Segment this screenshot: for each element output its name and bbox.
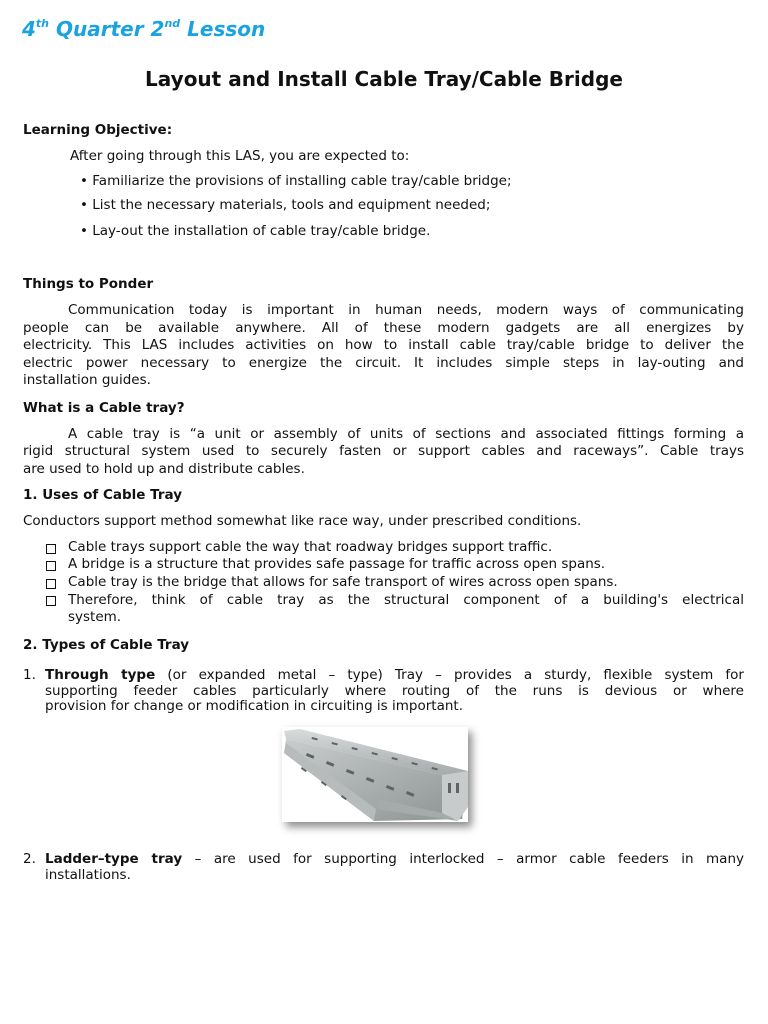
lesson-suffix: nd (164, 17, 181, 30)
what-line: A cable tray is “a unit or assembly of units of sections and associated fittings forming a (68, 426, 744, 442)
what-line: are used to hold up and distribute cables. (23, 461, 305, 477)
ponder-heading: Things to Ponder (23, 276, 154, 292)
ponder-line: electricity. This LAS includes activities on how to install cable tray/cable bridge to deliver the (23, 337, 744, 353)
quarter-suffix: th (35, 17, 50, 30)
ponder-line: Communication today is important in human needs, modern ways of communicating (68, 302, 744, 318)
quarter-number: 4 (22, 17, 36, 41)
ponder-line: people can be available anywhere. All of these modern gadgets are all energizes by (23, 320, 744, 336)
type1-line: supporting feeder cables particularly where routing of the runs is devious or where (45, 683, 744, 699)
objective-item: • Familiarize the provisions of installing cable tray/cable bridge; (80, 173, 512, 189)
objective-item: • List the necessary materials, tools and equipment needed; (80, 197, 491, 213)
objective-item: • Lay-out the installation of cable tray/cable bridge. (80, 223, 431, 239)
types-heading: 2. Types of Cable Tray (23, 637, 190, 653)
bullet-icon: • (80, 223, 88, 239)
checkbox-icon (46, 596, 56, 606)
uses-item: Cable tray is the bridge that allows for safe transport of wires across open spans. (68, 574, 618, 590)
type2-line: installations. (45, 867, 131, 883)
type2-number: 2. (23, 851, 36, 867)
perforated-cable-tray-icon (282, 727, 468, 822)
uses-item: A bridge is a structure that provides safe passage for traffic across open spans. (68, 556, 606, 572)
bullet-icon: • (80, 197, 88, 213)
type2-name: Ladder–type tray (45, 851, 183, 867)
type1-line: provision for change or modification in circuiting is important. (45, 698, 463, 714)
type1-number: 1. (23, 667, 36, 683)
objective-intro: After going through this LAS, you are expected to: (70, 148, 410, 164)
bullet-icon: • (80, 173, 88, 189)
uses-item: Therefore, think of cable tray as the structural component of a building's electrical (68, 592, 744, 608)
what-heading: What is a Cable tray? (23, 400, 185, 416)
lesson-header (22, 17, 265, 41)
checkbox-icon (46, 544, 56, 554)
ponder-line: electric power necessary to energize the circuit. It includes simple steps in lay-outing and (23, 355, 744, 371)
objective-heading: Learning Objective: (23, 122, 173, 138)
uses-intro: Conductors support method somewhat like race way, under prescribed conditions. (23, 513, 582, 529)
page-title: Layout and Install Cable Tray/Cable Bridge (145, 67, 623, 91)
checkbox-icon (46, 561, 56, 571)
uses-item: Cable trays support cable the way that roadway bridges support traffic. (68, 539, 553, 555)
ponder-line: installation guides. (23, 372, 151, 388)
what-line: rigid structural system used to securely fasten or support cables and raceways”. Cable trays (23, 443, 744, 459)
uses-item: system. (68, 609, 122, 625)
type1-line: Through type (or expanded metal – type) Tray – provides a sturdy, flexible system for (45, 667, 744, 683)
checkbox-icon (46, 579, 56, 589)
type1-name: Through type (45, 667, 156, 683)
lesson-label: Lesson (187, 17, 266, 41)
type2-line: Ladder–type tray – are used for supporting interlocked – armor cable feeders in many (45, 851, 745, 867)
uses-heading: 1. Uses of Cable Tray (23, 487, 183, 503)
cable-tray-image (282, 727, 468, 822)
quarter-label: Quarter 2 (55, 17, 165, 41)
